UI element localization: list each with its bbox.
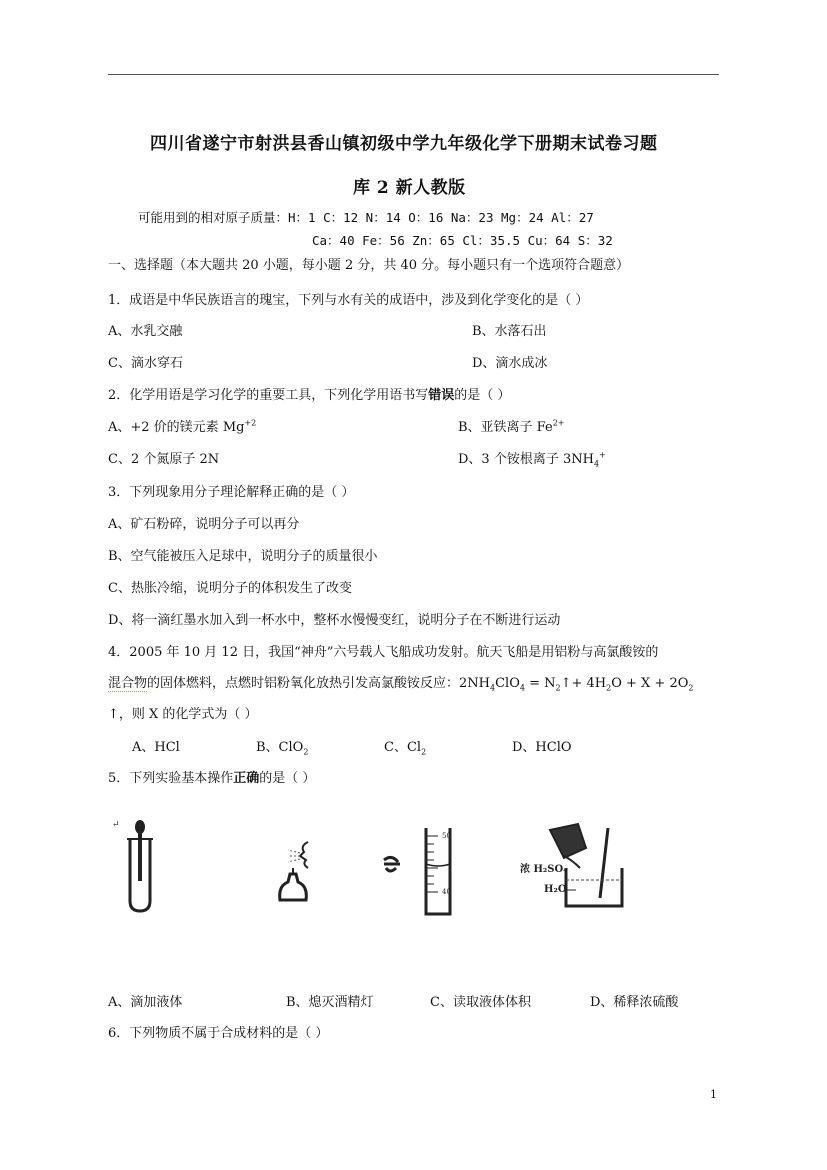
atomic-masses-line-2: Ca：40 Fe：56 Zn：65 Cl：35.5 Cu：64 S：32 <box>312 233 613 248</box>
section-heading: 一、选择题（本大题共 20 小题，每小题 2 分，共 40 分。每小题只有一个选项符合题意） <box>108 258 630 273</box>
q5-option-b: B、熄灭酒精灯 <box>286 995 374 1010</box>
q2-option-c: C、2 个氮原子 2N <box>108 452 220 467</box>
q4-option-a: A、HCl <box>132 740 180 755</box>
atomic-masses-line-1: 可能用到的相对原子质量：H：1 C：12 N：14 O：16 Na：23 Mg：24 Al：27 <box>138 210 594 225</box>
question-4-line-3: ↑，则 X 的化学式为（ ） <box>108 707 258 722</box>
label-conc-sulfuric-acid: 浓 H₂SO₄ <box>520 864 568 875</box>
question-6-stem: 6．下列物质不属于合成材料的是（ ） <box>108 1026 329 1041</box>
figure-graduated-cylinder <box>378 824 468 920</box>
q1-option-c: C、滴水穿石 <box>108 356 183 371</box>
svg-text:↵: ↵ <box>112 820 120 830</box>
emphasis-wrong: 错误 <box>428 388 455 403</box>
question-4-line-2: 混合物的固体燃料，点燃时铝粉氧化放热引发高氯酸铵反应：$2NH_4ClO_4$ = $N_2↑+ 4H_2O + X + 2O_2$ <box>108 676 694 693</box>
q5-option-c: C、读取液体体积 <box>430 995 531 1010</box>
title-line-2: 库 2 新人教版 <box>353 178 466 198</box>
q3-option-c: C、热胀冷缩，说明分子的体积发生了改变 <box>108 581 352 596</box>
figure-alcohol-lamp <box>270 838 330 908</box>
cylinder-label-bottom: 40 <box>442 888 451 896</box>
q4-option-b: B、ClO$_2$ <box>256 740 309 757</box>
emphasis-correct: 正确 <box>233 771 260 786</box>
q3-option-a: A、矿石粉碎，说明分子可以再分 <box>108 517 300 532</box>
question-1-stem: 1．成语是中华民族语言的瑰宝，下列与水有关的成语中，涉及到化学变化的是（ ） <box>108 293 589 308</box>
question-5-stem: 5．下列实验基本操作正确的是（ ） <box>108 771 316 786</box>
title-line-1: 四川省遂宁市射洪县香山镇初级中学九年级化学下册期末试卷习题 <box>150 134 658 154</box>
header-rule <box>108 74 719 75</box>
q2-option-a: A、+2 价的镁元素 $Mg^{+2}$ <box>108 418 257 435</box>
q3-option-b: B、空气能被压入足球中，说明分子的质量很小 <box>108 549 378 564</box>
q5-option-a: A、滴加液体 <box>108 995 183 1010</box>
q1-option-d: D、滴水成冰 <box>472 356 548 371</box>
question-3-stem: 3．下列现象用分子理论解释正确的是（ ） <box>108 485 355 500</box>
q2-option-d: D、3 个铵根离子 $3NH_4^+$ <box>458 450 606 469</box>
q1-option-b: B、水落石出 <box>472 324 547 339</box>
cylinder-label-top: 50 <box>442 832 451 840</box>
q4-option-d: D、HClO <box>512 740 572 755</box>
figure-dilute-sulfuric-acid <box>520 820 630 916</box>
figure-dropper-test-tube <box>110 815 160 915</box>
q5-option-d: D、稀释浓硫酸 <box>590 995 679 1010</box>
q1-option-a: A、水乳交融 <box>108 324 183 339</box>
q3-option-d: D、将一滴红墨水加入到一杯水中，整杯水慢慢变红，说明分子在不断进行运动 <box>108 613 561 628</box>
question-4-line-1: 4．2005 年 10 月 12 日，我国“神舟”六号载人飞船成功发射。航天飞船是用铝粉与高氯酸铵的 <box>108 645 659 660</box>
q4-option-c: C、$Cl_2$ <box>384 740 427 757</box>
label-water: H₂O <box>544 884 567 895</box>
page-number: 1 <box>710 1088 717 1101</box>
question-2-stem: 2．化学用语是学习化学的重要工具，下列化学用语书写错误的是（ ） <box>108 388 511 403</box>
q2-option-b: B、亚铁离子 $Fe^{2+}$ <box>458 418 565 435</box>
